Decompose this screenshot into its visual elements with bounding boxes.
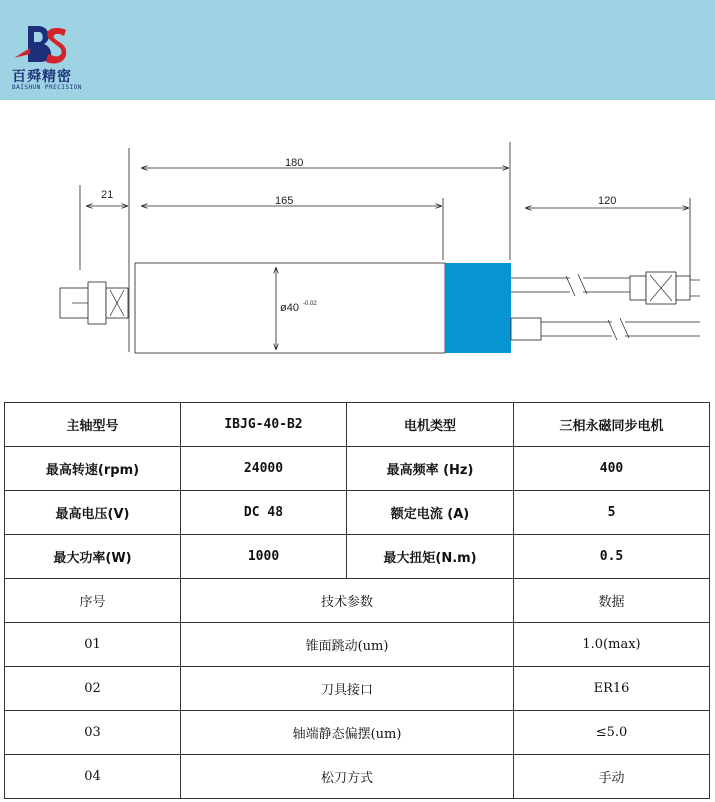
spec-value: 400 bbox=[514, 447, 710, 491]
param-header-index: 序号 bbox=[5, 579, 181, 623]
spec-value: DC 48 bbox=[181, 491, 347, 535]
param-row bbox=[5, 623, 710, 667]
param-name: 刀具接口 bbox=[181, 667, 514, 711]
spec-label: 电机类型 bbox=[347, 403, 514, 447]
spec-row bbox=[5, 447, 710, 491]
param-value: 手动 bbox=[514, 755, 710, 799]
dim-total-label: 180 bbox=[285, 157, 304, 169]
param-index: 04 bbox=[5, 755, 181, 799]
dimension-120 bbox=[526, 195, 688, 208]
param-name: 轴端静态偏摆(um) bbox=[181, 711, 514, 755]
param-index: 01 bbox=[5, 623, 181, 667]
dimension-21 bbox=[87, 189, 127, 206]
company-name: 百舜精密 bbox=[12, 69, 72, 85]
param-row bbox=[5, 755, 710, 799]
company-name-en: BAISHUN PRECISION bbox=[12, 84, 82, 91]
dimension-165 bbox=[142, 195, 441, 207]
header-banner bbox=[0, 0, 715, 100]
dim-diameter-tol: -0.02 bbox=[303, 301, 317, 307]
param-value: 1.0(max) bbox=[514, 623, 710, 667]
dim-body-label: 165 bbox=[275, 195, 294, 207]
param-value: ER16 bbox=[514, 667, 710, 711]
param-index: 03 bbox=[5, 711, 181, 755]
spec-label: 主轴型号 bbox=[5, 403, 181, 447]
signal-cable bbox=[511, 318, 700, 340]
spec-label: 最高转速(rpm) bbox=[5, 447, 181, 491]
param-header-name: 技术参数 bbox=[181, 579, 514, 623]
spec-value: 三相永磁同步电机 bbox=[514, 403, 710, 447]
spec-value: 1000 bbox=[181, 535, 347, 579]
spec-row bbox=[5, 403, 710, 447]
param-index: 02 bbox=[5, 667, 181, 711]
spec-value: 5 bbox=[514, 491, 710, 535]
spec-label: 最大功率(W) bbox=[5, 535, 181, 579]
dimension-180 bbox=[142, 157, 508, 169]
dim-nose-label: 21 bbox=[101, 189, 114, 201]
param-name: 松刀方式 bbox=[181, 755, 514, 799]
spec-label: 额定电流 (A) bbox=[347, 491, 514, 535]
power-cable bbox=[511, 272, 700, 304]
param-value: ≤5.0 bbox=[514, 711, 710, 755]
param-header-value: 数据 bbox=[514, 579, 710, 623]
spec-value: 0.5 bbox=[514, 535, 710, 579]
spec-value: IBJG-40-B2 bbox=[181, 403, 347, 447]
param-header-row bbox=[5, 579, 710, 623]
spec-label: 最高频率 (Hz) bbox=[347, 447, 514, 491]
dim-cable-label: 120 bbox=[598, 195, 617, 207]
spec-table bbox=[4, 402, 710, 799]
dim-diameter-label: ø40 bbox=[280, 302, 299, 314]
spindle-drawing bbox=[0, 140, 715, 380]
motor-section bbox=[445, 263, 511, 353]
spec-value: 24000 bbox=[181, 447, 347, 491]
spec-row bbox=[5, 491, 710, 535]
spec-label: 最高电压(V) bbox=[5, 491, 181, 535]
spindle-nose bbox=[60, 282, 128, 324]
spec-label: 最大扭矩(N.m) bbox=[347, 535, 514, 579]
param-name: 锥面跳动(um) bbox=[181, 623, 514, 667]
param-row bbox=[5, 711, 710, 755]
spec-row bbox=[5, 535, 710, 579]
param-row bbox=[5, 667, 710, 711]
